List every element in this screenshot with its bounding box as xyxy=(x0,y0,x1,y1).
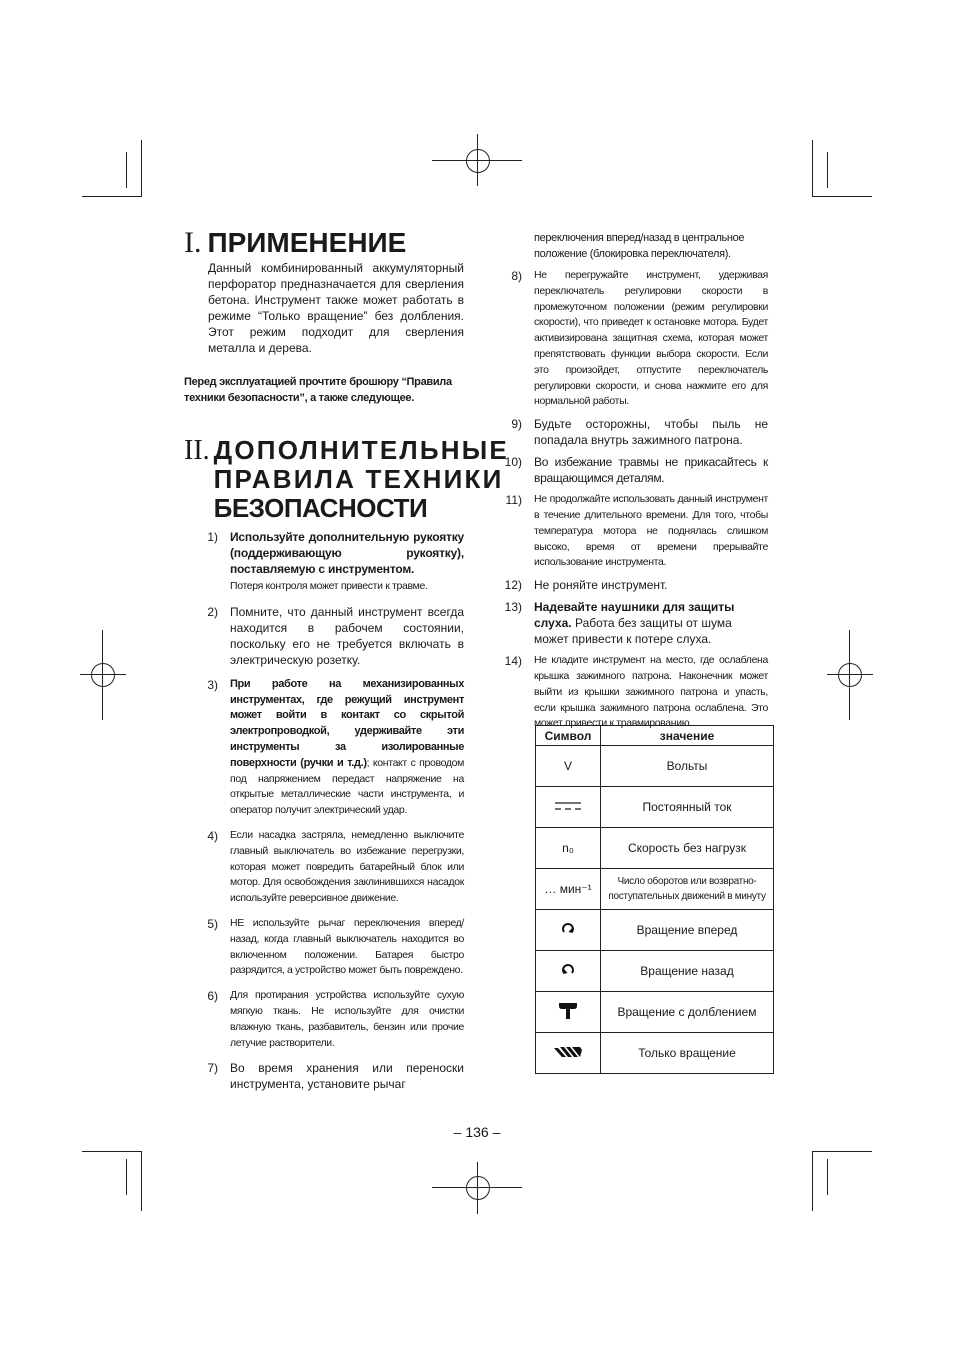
item-continuation: переключения вперед/назад в центральное положение (блокировка переключателя). xyxy=(534,232,745,260)
meaning-cell: Вращение назад xyxy=(601,951,774,992)
meaning-cell: Вращение с долблением xyxy=(601,992,774,1033)
item-text: Работа без защиты от шума может привести к потере слуха. xyxy=(534,616,732,647)
per-minute-symbol: … мин⁻¹ xyxy=(544,882,592,896)
safety-rules-list xyxy=(184,529,464,1092)
item-text: Не роняйте инструмент. xyxy=(534,578,668,593)
table-row xyxy=(536,828,774,869)
symbol-cell xyxy=(536,992,601,1033)
item-text: Потеря контроля может привести к травме. xyxy=(230,580,428,592)
rotate-forward-icon xyxy=(561,922,575,936)
symbol-cell xyxy=(536,869,601,910)
section-title-safety-rules xyxy=(184,435,509,523)
item-number: 11) xyxy=(505,493,522,508)
item-bold-text: Используйте дополнительную рукоятку (поддерживающую рукоятку), поставляемую с инструментом. xyxy=(230,530,464,576)
list-item xyxy=(184,1060,464,1092)
item-text: Во избежание травмы не прикасайтесь к вращающимся деталям. xyxy=(534,455,768,486)
item-text: Если насадка застряла, немедленно выключите главный выключатель во избежание перегрузки, которая может повредить батарейный блок или мотор. Для освобождения заклинившихся насадок используйте реверсивное движение. xyxy=(230,828,464,905)
item-text: Помните, что данный инструмент всегда находится в рабочем состоянии, поскольку его не требуется включать в электрическую розетку. xyxy=(230,604,464,667)
section-title-application xyxy=(184,228,464,258)
section-title-line: БЕЗОПАСНОСТИ xyxy=(213,493,428,523)
list-item xyxy=(502,577,768,593)
table-row xyxy=(536,910,774,951)
table-row xyxy=(536,1033,774,1074)
column-header-meaning: значение xyxy=(601,726,774,746)
list-item xyxy=(184,916,464,979)
item-text: Будьте осторожны, чтобы пыль не попадала внутрь зажимного патрона. xyxy=(534,417,768,448)
symbol-cell xyxy=(536,951,601,992)
no-load-speed-symbol: n₀ xyxy=(562,841,574,855)
left-column xyxy=(184,226,509,1101)
right-column xyxy=(502,230,768,738)
meaning-cell: Вольты xyxy=(601,746,774,787)
dc-current-icon xyxy=(554,800,582,812)
page-number-text: – 136 – xyxy=(453,1124,501,1140)
item-number: 5) xyxy=(207,916,218,931)
item-number: 2) xyxy=(207,604,218,619)
symbol-cell xyxy=(536,787,601,828)
section-title-line: ПРАВИЛА ТЕХНИКИ xyxy=(213,464,504,494)
list-item xyxy=(184,828,464,907)
meaning-cell: Только вращение xyxy=(601,1033,774,1074)
item-number: 12) xyxy=(504,578,522,593)
safety-rules-list-continued xyxy=(502,268,768,732)
list-item xyxy=(502,268,768,410)
pre-operation-warning: Перед эксплуатацией прочтите брошюру “Правила техники безопасности”, а также следующее. xyxy=(184,376,452,404)
section-title-text: ПРИМЕНЕНИЕ xyxy=(207,227,407,258)
symbol-cell xyxy=(536,828,601,869)
item-number: 8) xyxy=(511,269,522,283)
table-row xyxy=(536,992,774,1033)
item-text: Не перегружайте инструмент, удерживая переключатель регулировки скорости в промежуточном положении (режим регулировки скорости), что приведет к остановке мотора. Будет активизирована защитная схема, которая может препятствовать функции выбора скорости. Если это произойдет, отпустите переключатель регулировки скорости, и снова нажмите его для нормальной работы. xyxy=(534,269,768,408)
list-item xyxy=(184,677,464,819)
item-text: Во время хранения или переноски инструмента, установите рычаг xyxy=(230,1061,464,1092)
symbol-table xyxy=(535,725,774,1074)
list-item xyxy=(502,653,768,732)
table-row xyxy=(536,746,774,787)
meaning-cell: Вращение вперед xyxy=(601,910,774,951)
meaning-cell: Скорость без нагрузк xyxy=(601,828,774,869)
item-number: 14) xyxy=(504,654,522,669)
list-item xyxy=(502,454,768,486)
meaning-cell: Постоянный ток xyxy=(601,787,774,828)
item-text: Для протирания устройства используйте сухую мягкую ткань. Не используйте для очистки влажную ткань, разбавитель, бензин или прочие летучие растворители. xyxy=(230,989,464,1049)
section-number: I. xyxy=(184,226,202,259)
item-text: НЕ используйте рычаг переключения вперед/назад, когда главный выключатель находится во включенном положении. Батарея быстро разрядится, а устройство может быть повреждено. xyxy=(230,916,464,977)
hammer-icon xyxy=(557,1002,579,1020)
item-bold-text: Надевайте наушники для защиты слуха. xyxy=(534,600,735,631)
meaning-cell: Число оборотов или возвратно-поступательных движений в минуту xyxy=(601,869,774,910)
item-text: Не продолжайте использовать данный инструмент в течение длительного времени. Для того, чтобы температура мотора не поднялась слишком высоко, время от времени прерывайте использование инструмента. xyxy=(534,493,768,569)
item-number: 9) xyxy=(511,417,522,432)
section-number: II. xyxy=(184,435,210,466)
symbol-cell xyxy=(536,1033,601,1074)
table-row xyxy=(536,951,774,992)
item-number: 13) xyxy=(504,600,522,615)
application-paragraph: Данный комбинированный аккумуляторный перфоратор предназначается для сверления бетона. Инструмент также может работать в режиме “Только вращение” без долбления. Этот режим подходит для сверления металла и дерева. xyxy=(208,261,464,355)
table-row xyxy=(536,869,774,910)
item-number: 7) xyxy=(207,1061,218,1076)
page-number xyxy=(0,1124,954,1140)
rotate-reverse-icon xyxy=(561,963,575,977)
volt-symbol: V xyxy=(563,759,572,773)
item-text: Не кладите инструмент на место, где ослаблена крышка зажимного патрона. Наконечник может выйти из крышки зажимного патрона и упасть, если крышка зажимного патрона ослаблена. Это может привести к травмированию. xyxy=(534,654,768,730)
symbol-cell xyxy=(536,910,601,951)
list-item xyxy=(502,492,768,571)
item-bold-text: При работе на механизированных инструментах, где режущий инструмент может войти в контакт со скрытой электропроводкой, удерживайте эти инструменты за изолированные поверхности (ручки и т.д.) xyxy=(230,677,464,769)
column-header-symbol: Символ xyxy=(536,726,601,746)
item-number: 4) xyxy=(207,828,218,843)
list-item xyxy=(184,529,464,595)
drill-bit-icon xyxy=(553,1045,583,1059)
list-item xyxy=(184,604,464,668)
item-number: 3) xyxy=(207,677,218,692)
list-item xyxy=(502,599,768,647)
table-header-row xyxy=(536,726,774,746)
symbol-cell xyxy=(536,746,601,787)
table-row xyxy=(536,787,774,828)
list-item xyxy=(184,988,464,1051)
list-item xyxy=(502,416,768,448)
item-text: ; контакт с проводом под напряжением передаст напряжение на открытые металлические части инструмента, и оператор получит электрический удар. xyxy=(230,756,464,817)
section-title-line: ДОПОЛНИТЕЛЬНЫЕ xyxy=(213,435,509,465)
item-number: 10) xyxy=(504,455,522,470)
item-number: 6) xyxy=(207,989,218,1004)
item-number: 1) xyxy=(207,530,218,544)
